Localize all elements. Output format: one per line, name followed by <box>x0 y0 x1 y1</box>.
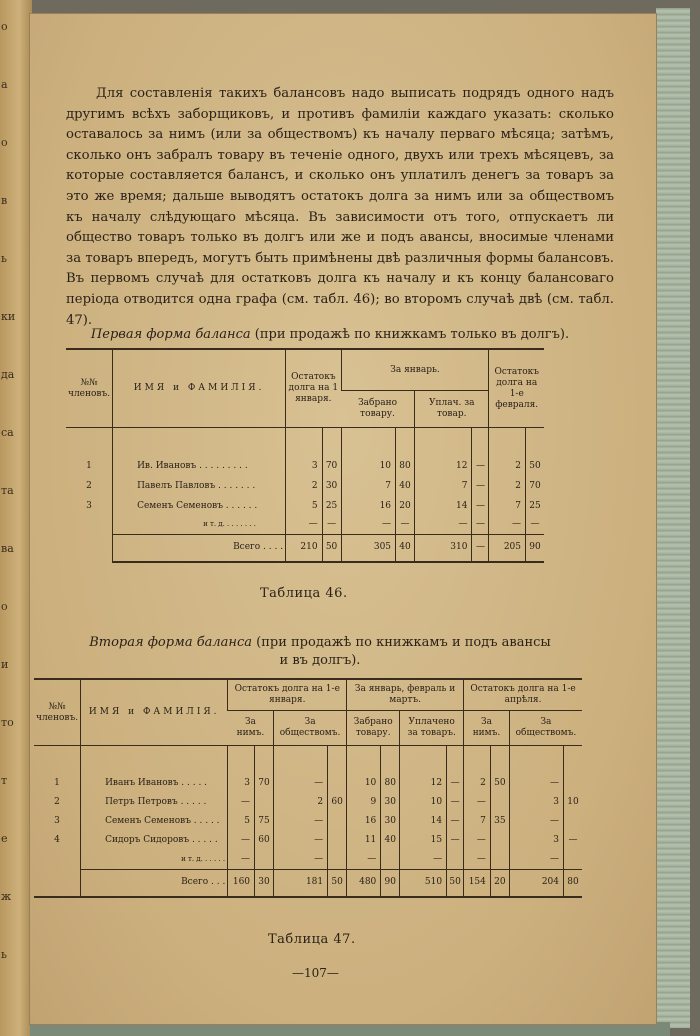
cell: 205 <box>489 534 526 562</box>
cell: 40 <box>396 476 415 496</box>
cell: 7 <box>415 476 472 496</box>
cell: 30 <box>381 793 400 812</box>
cell: 30 <box>322 476 341 496</box>
col-num-header: №№ членовъ. <box>66 349 113 428</box>
row-name: Павелъ Павловъ . . . . . . . <box>113 476 286 496</box>
total-row <box>66 534 544 562</box>
cell: — <box>447 831 464 850</box>
row-num: 2 <box>86 480 92 491</box>
cell: 70 <box>322 456 341 476</box>
col-on-him2-header: За нимъ. <box>464 711 510 746</box>
cell: — <box>447 774 464 793</box>
row-name: Петръ Петровъ . . . . . <box>81 793 228 812</box>
form2-title <box>50 634 590 670</box>
form1-title-rest: (при продажѣ по книжкамъ только въ долгъ). <box>250 327 570 342</box>
cell: 2 <box>489 476 526 496</box>
row-name: Сидоръ Сидоровъ . . . . . <box>81 831 228 850</box>
cell: — <box>347 850 381 869</box>
col-taken-header: Забрано товару. <box>341 391 414 428</box>
table-46 <box>66 348 544 563</box>
cell: 16 <box>347 812 381 831</box>
cell: 20 <box>396 496 415 516</box>
col-jan-header: За январь. <box>341 349 489 391</box>
cell <box>255 850 274 869</box>
cell: 3 <box>286 456 322 476</box>
row-num: 1 <box>54 778 60 788</box>
cell: — <box>464 793 491 812</box>
cell: — <box>526 516 545 534</box>
cell: — <box>472 496 489 516</box>
cell <box>490 831 509 850</box>
cell: 80 <box>381 774 400 793</box>
left-page-fragment: и <box>1 658 9 671</box>
cell: 35 <box>490 812 509 831</box>
table-47 <box>34 678 582 898</box>
form2-title-line2: и въ долгъ). <box>279 653 361 668</box>
cell: — <box>447 793 464 812</box>
cell: 5 <box>286 496 322 516</box>
cell: — <box>509 774 563 793</box>
row-name: Семенъ Семеновъ . . . . . . <box>113 496 286 516</box>
total-label: Всего . . . . <box>113 534 286 562</box>
cell: — <box>464 850 491 869</box>
left-page-fragment: ки <box>1 310 16 323</box>
left-page-fragment: е <box>1 832 8 845</box>
row-name: Иванъ Ивановъ . . . . . <box>81 774 228 793</box>
cell: — <box>464 831 491 850</box>
row-name: и т. д. . . . . . . . <box>113 516 286 534</box>
cell: 60 <box>255 831 274 850</box>
row-num: 3 <box>86 500 92 511</box>
cell: 9 <box>347 793 381 812</box>
left-page-fragment: ь <box>1 252 7 265</box>
cell: 310 <box>415 534 472 562</box>
cell: 510 <box>400 869 447 897</box>
cell: 70 <box>526 476 545 496</box>
cell: 10 <box>564 793 583 812</box>
cell: — <box>472 534 489 562</box>
table-row <box>66 476 544 496</box>
cell: — <box>228 831 255 850</box>
col-name-header: ИМЯ и ФАМИЛІЯ. <box>113 349 286 428</box>
cell: 10 <box>400 793 447 812</box>
cell: — <box>489 516 526 534</box>
cell: 20 <box>490 869 509 897</box>
left-page-fragment: то <box>1 716 14 729</box>
cell: 50 <box>328 869 347 897</box>
cell: 80 <box>564 869 583 897</box>
cell: 3 <box>228 774 255 793</box>
row-num: 1 <box>86 460 92 471</box>
cell: 2 <box>274 793 328 812</box>
cell: 204 <box>509 869 563 897</box>
cell <box>328 812 347 831</box>
left-page-fragment: ж <box>1 890 12 903</box>
left-page-fragment: та <box>1 484 14 497</box>
previous-page-edge <box>0 0 32 1036</box>
col-start-header: Остатокъ долга на 1 января. <box>286 349 341 428</box>
cell: — <box>447 812 464 831</box>
row-name: Семенъ Семеновъ . . . . . <box>81 812 228 831</box>
cell: — <box>396 516 415 534</box>
cell: 305 <box>341 534 395 562</box>
cell: 7 <box>464 812 491 831</box>
col-on-him-header: За нимъ. <box>228 711 274 746</box>
col-paid-header: Уплачено за товаръ. <box>400 711 464 746</box>
cell: 15 <box>400 831 447 850</box>
cell <box>564 774 583 793</box>
cell: 480 <box>347 869 381 897</box>
cell: 14 <box>415 496 472 516</box>
body-text <box>66 84 614 331</box>
cell: — <box>564 831 583 850</box>
cell: 50 <box>322 534 341 562</box>
cell: 16 <box>341 496 395 516</box>
left-page-fragment: а <box>1 78 8 91</box>
cell: — <box>400 850 447 869</box>
cell: 12 <box>400 774 447 793</box>
row-name: Ив. Ивановъ . . . . . . . . . <box>113 456 286 476</box>
row-num: 3 <box>54 816 60 826</box>
cell <box>490 850 509 869</box>
left-page-fragment: о <box>1 600 8 613</box>
cell: 2 <box>464 774 491 793</box>
form2-title-italic: Вторая форма баланса <box>89 635 253 650</box>
table-row <box>66 456 544 476</box>
cell <box>564 812 583 831</box>
cell: — <box>228 850 255 869</box>
cell: 90 <box>381 869 400 897</box>
cell: 210 <box>286 534 322 562</box>
cell: — <box>509 850 563 869</box>
table-row <box>34 831 582 850</box>
left-page-fragment: о <box>1 136 8 149</box>
book-edge-bottom <box>30 1022 670 1036</box>
col-taken-header: Забрано товару. <box>347 711 400 746</box>
cell: — <box>341 516 395 534</box>
table-row <box>34 850 582 869</box>
cell: 7 <box>489 496 526 516</box>
col-start-header: Остатокъ долга на 1-е января. <box>228 679 347 711</box>
col-paid-header: Уплач. за товар. <box>415 391 489 428</box>
col-end-header: Остатокъ долга на 1-е апрѣля. <box>464 679 582 711</box>
cell: 50 <box>447 869 464 897</box>
cell: 5 <box>228 812 255 831</box>
cell <box>564 850 583 869</box>
total-row <box>34 869 582 897</box>
col-num-header: №№ членовъ. <box>34 679 81 746</box>
row-num <box>66 516 113 534</box>
row-num <box>34 850 81 869</box>
form1-title-italic: Первая форма баланса <box>90 327 251 342</box>
cell: 40 <box>396 534 415 562</box>
left-page-fragment: т <box>1 774 8 787</box>
table-47-caption: Таблица 47. <box>268 932 356 947</box>
col-name-header: ИМЯ и ФАМИЛІЯ. <box>81 679 228 746</box>
cell: 90 <box>526 534 545 562</box>
page-number: —107— <box>292 966 339 980</box>
cell: 50 <box>526 456 545 476</box>
cell: 3 <box>509 793 563 812</box>
table-row <box>66 516 544 534</box>
cell: 70 <box>255 774 274 793</box>
paragraph: Для составленія такихъ балансовъ надо выписать подрядъ одного надъ другимъ всѣхъ заборщиковъ, и противъ фамиліи каждаго указать: сколько оставалось за нимъ (или за обществомъ) къ началу перваго мѣсяца; затѣмъ, сколько онъ забралъ товару въ теченіе одного, двухъ или трехъ мѣсяцевъ, за которые составляется балансъ, и сколько онъ уплатилъ денегъ за товаръ за это же время; дальше выводятъ остатокъ долга за нимъ или за обществомъ къ началу слѣдующаго мѣсяца. Въ зависимости отъ того, отпускаетъ ли общество товаръ только въ долгъ или же и подъ авансы, вносимые членами за товаръ впередъ, могутъ быть примѣнены двѣ различныя формы балансовъ. Въ первомъ случаѣ для остатковъ долга къ началу и къ концу балансоваго періода отводится одна графа (см. табл. 46); во второмъ случаѣ двѣ (см. табл. 47). <box>66 86 614 328</box>
table-row <box>34 774 582 793</box>
cell: — <box>472 476 489 496</box>
cell: — <box>274 831 328 850</box>
cell <box>381 850 400 869</box>
table-row <box>34 793 582 812</box>
book-page <box>30 14 656 1024</box>
cell: 75 <box>255 812 274 831</box>
left-page-fragment: о <box>1 20 8 33</box>
table-row <box>66 496 544 516</box>
row-num: 2 <box>54 797 60 807</box>
table-row <box>34 812 582 831</box>
col-on-soc-header: За обществомъ. <box>274 711 347 746</box>
cell: — <box>274 850 328 869</box>
cell: — <box>274 812 328 831</box>
cell: 40 <box>381 831 400 850</box>
cell: — <box>322 516 341 534</box>
cell <box>328 774 347 793</box>
cell: — <box>472 516 489 534</box>
row-num: 4 <box>54 835 60 845</box>
cell: 10 <box>347 774 381 793</box>
cell: 50 <box>490 774 509 793</box>
cell: — <box>415 516 472 534</box>
left-page-fragment: ва <box>1 542 14 555</box>
cell: 2 <box>286 476 322 496</box>
cell: 25 <box>322 496 341 516</box>
cell: 160 <box>228 869 255 897</box>
cell: 2 <box>489 456 526 476</box>
cell: 30 <box>381 812 400 831</box>
total-label: Всего . . . <box>81 869 228 897</box>
col-end-header: Остатокъ долга на 1-е февраля. <box>489 349 544 428</box>
form2-title-rest: (при продажѣ по книжкамъ и подъ авансы <box>252 635 551 650</box>
row-name: и т. д. . . . . . <box>81 850 228 869</box>
cell: 60 <box>328 793 347 812</box>
cell: 11 <box>347 831 381 850</box>
cell: 154 <box>464 869 491 897</box>
cell: — <box>228 793 255 812</box>
left-page-fragment: в <box>1 194 8 207</box>
cell: 80 <box>396 456 415 476</box>
cell <box>328 831 347 850</box>
cell <box>328 850 347 869</box>
cell: — <box>472 456 489 476</box>
cell: 7 <box>341 476 395 496</box>
cell: 14 <box>400 812 447 831</box>
col-on-soc2-header: За обществомъ. <box>509 711 582 746</box>
cell <box>255 793 274 812</box>
cell: — <box>509 812 563 831</box>
cell: 3 <box>509 831 563 850</box>
cell: 12 <box>415 456 472 476</box>
left-page-fragment: да <box>1 368 15 381</box>
book-edge-right <box>656 8 690 1028</box>
left-page-fragment: ь <box>1 948 7 961</box>
cell: 25 <box>526 496 545 516</box>
form1-title <box>50 326 610 344</box>
cell: 30 <box>255 869 274 897</box>
cell <box>447 850 464 869</box>
table-46-caption: Таблица 46. <box>260 586 348 601</box>
cell <box>490 793 509 812</box>
cell: — <box>274 774 328 793</box>
col-period-header: За январь, февраль и мартъ. <box>347 679 464 711</box>
cell: — <box>286 516 322 534</box>
cell: 181 <box>274 869 328 897</box>
cell: 10 <box>341 456 395 476</box>
left-page-fragment: са <box>1 426 14 439</box>
